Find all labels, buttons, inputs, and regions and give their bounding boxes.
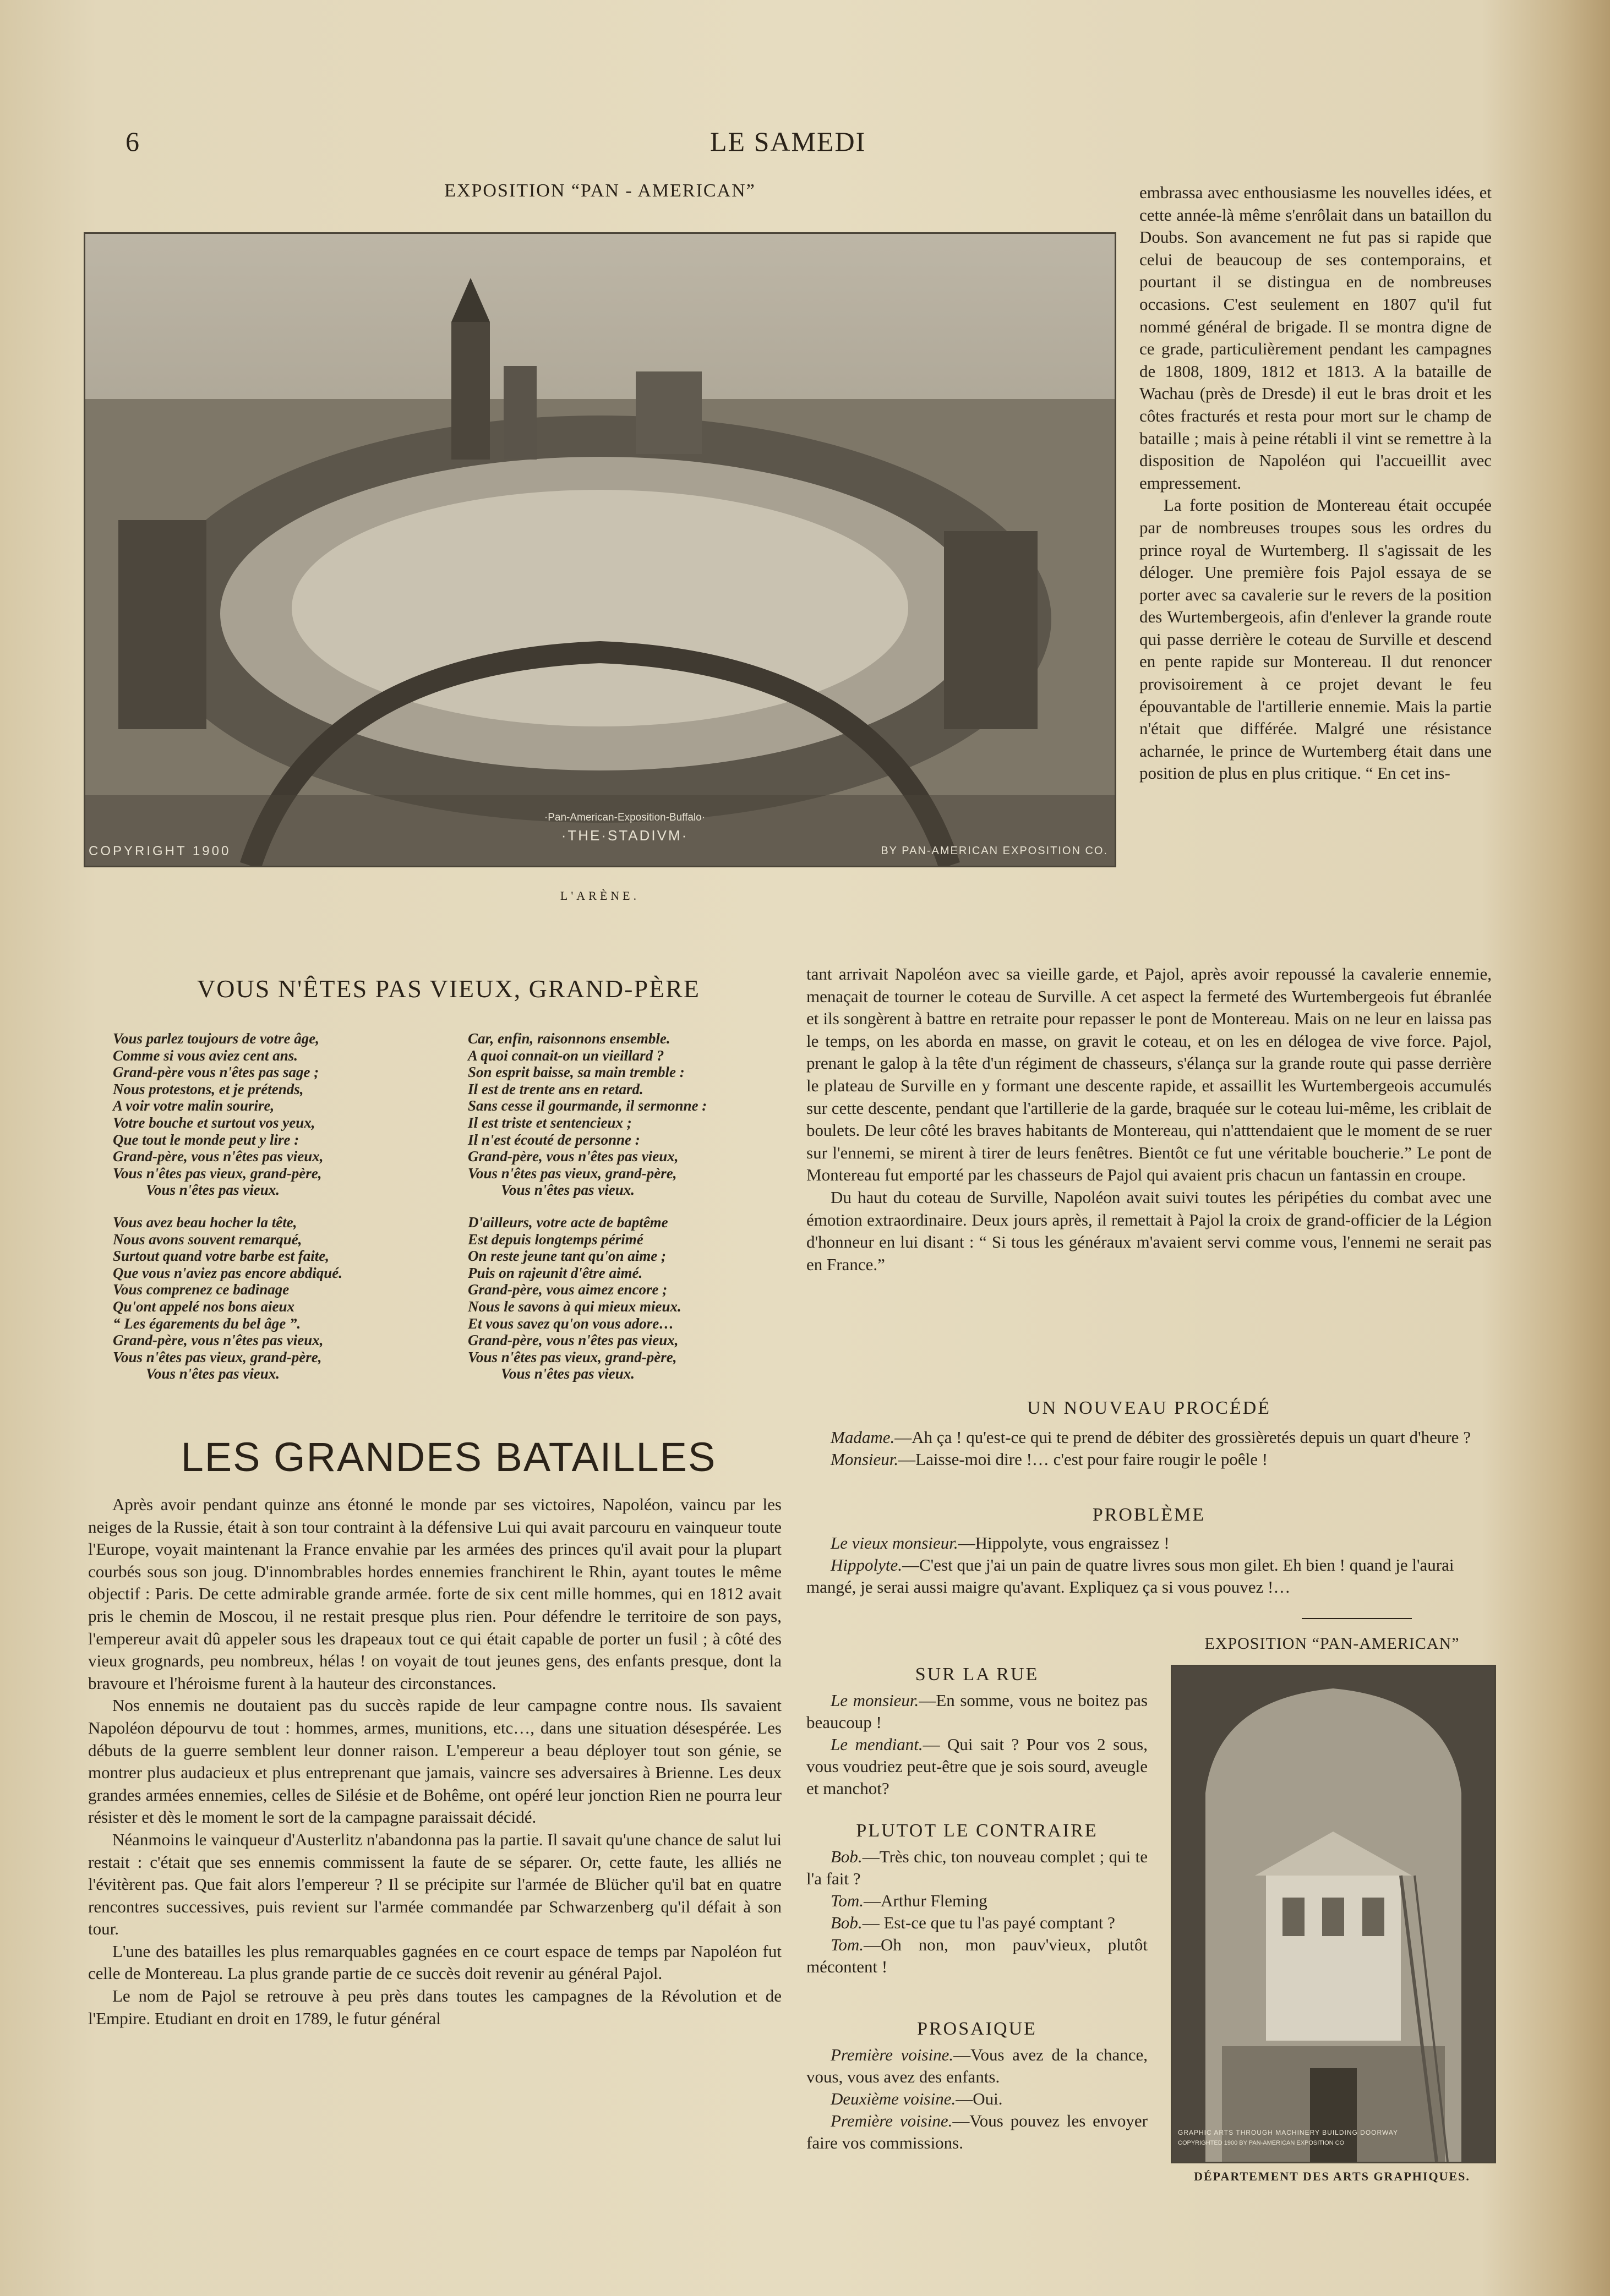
poem-stanza [113, 1214, 454, 1382]
article-paragraph: Néanmoins le vainqueur d'Austerlitz n'abandonna pas la partie. Il savait qu'une chance de salut lui restait : c'était que ses ennemis commissent la faute de se séparer. Or, cette faute, les alliés ne l'évitèrent pas. Que fait alors l'empereur ? Il se précipite sur l'armée de Blücher qu'il bat en quatre rencontres successives, puis revient sur l'armée commandée par Schwarzenberg qu'il défait à son tour. [88, 1829, 782, 1939]
joke-rue: Le monsieur.—En somme, vous ne boitez pas beaucoup ! Le mendiant.— Qui sait ? Pour vos 2 sous, vous voudriez peut-être que je sois sourd, aveugle et manchot? [806, 1691, 1148, 1798]
joke-prosaique: Première voisine.—Vous avez de la chance, vous, vous avez des enfants. Deuxième voisine.—Oui. Première voisine.—Vous pouvez les envoyer faire vos commissions. [806, 2045, 1148, 2152]
article-right-column [1139, 182, 1492, 785]
poem-line: Vous parlez toujours de votre âge, [113, 1030, 320, 1047]
poem-line: Son esprit baisse, sa main tremble : [468, 1064, 685, 1081]
poem-line: Il est triste et sentencieux ; [468, 1114, 632, 1131]
poem-stanza [468, 1030, 809, 1199]
article-paragraph: Du haut du coteau de Surville, Napoléon avait suivi toutes les péripéties du combat avec une émotion extraordinaire. Deux jours après, il remettait à Pajol la croix de grand-officier de la Légion d'honneur en lui disant : “ Si tous les généraux m'avaient servi comme vous, l'ennemi ne serait pas en France.” [806, 1187, 1492, 1274]
poem-column-right [468, 1030, 809, 1398]
poem-line: Grand-père vous n'êtes pas sage ; [113, 1064, 319, 1081]
rule-divider [1302, 1618, 1412, 1619]
joke-title-probleme: PROBLÈME [1092, 1505, 1206, 1525]
stadium-illustration [85, 234, 1115, 866]
joke-probleme: Le vieux monsieur.—Hippolyte, vous engraissez ! [831, 1533, 1170, 1552]
poem-line: Vous n'êtes pas vieux. [501, 1365, 635, 1382]
poem-line: On reste jeune tant qu'on aime ; [468, 1248, 667, 1265]
poem-line: Surtout quand votre barbe est faite, [113, 1248, 330, 1265]
page-number: 6 [125, 126, 140, 157]
joke-probleme-2: Hippolyte.—C'est que j'ai un pain de quatre livres sous mon gilet. Eh bien ! quand je l'aurai mangé, je serai aussi maigre qu'avant. Expliquez ça si vous pouvez !… [806, 1555, 1454, 1597]
poem-line: Puis on rajeunit d'être aimé. [468, 1264, 643, 1281]
poem-column-left [113, 1030, 454, 1398]
poem-line: Comme si vous aviez cent ans. [113, 1047, 298, 1064]
poem-line: A voir votre malin sourire, [113, 1097, 275, 1114]
article-paragraph: Nos ennemis ne doutaient pas du succès rapide de leur campagne contre nous. Ils savaient Napoléon dépourvu de tout : hommes, armes, munitions, etc…, dans une situation désespérée. Les débuts de la guerre semblent leur donner raison. L'empereur a beau déployer tout son génie, se montrer plus audacieux et plus entreprenant que jamais, vaincre ses adversaires à Brienne. Les deux grandes armées ennemies, celles de Silésie et de Bohême, ont opéré leur jonction Rien ne pourra leur résister et dès le moment le sort de la campagne paraissait décidé. [88, 1696, 782, 1827]
poem-line: Sans cesse il gourmande, il sermonne : [468, 1097, 707, 1114]
photo2-copyright: COPYRIGHTED 1900 BY PAN-AMERICAN EXPOSITION CO [1178, 2140, 1345, 2146]
poem-line: Grand-père, vous aimez encore ; [468, 1281, 668, 1298]
poem-line: Vous n'êtes pas vieux, grand-père, [113, 1348, 322, 1365]
right-paragraph: La forte position de Montereau était occupée par de nombreuses troupes sous les ordres du prince royal de Wurtemberg. Il s'agissait de les déloger. Une première fois Pajol essaya de se porter avec sa cavalerie sur le revers de la position des Wurtembergeois, afin d'enlever la grande route qui passe derrière le coteau de Surville et descend en pente rapide sur Montereau. Il dut renoncer provisoirement à ce projet devant le feu épouvantable de l'artillerie ennemie. Mais la partie n'était que différée. Malgré une résistance acharnée, le prince de Wurtemberg était dans une position de plus en plus critique. “ En cet ins- [1139, 495, 1492, 783]
poem-line: Vous n'êtes pas vieux, grand-père, [468, 1348, 677, 1365]
joke-title-procede: UN NOUVEAU PROCÉDÉ [1027, 1398, 1271, 1418]
joke-title-prosaique: PROSAIQUE [917, 2019, 1037, 2039]
figure1-caption: L'ARÈNE. [560, 889, 640, 903]
poem-line: Nous le savons à qui mieux mieux. [468, 1298, 681, 1315]
photo-credit: BY PAN-AMERICAN EXPOSITION CO. [881, 845, 1108, 857]
figure2-caption: DÉPARTEMENT DES ARTS GRAPHIQUES. [1194, 2169, 1470, 2183]
article-left-column [88, 1494, 782, 2030]
article-paragraph: L'une des batailles les plus remarquables gagnées en ce court espace de temps par Napoléon fut celle de Montereau. La plus grande partie de ce succès doit revenir au général Pajol. [88, 1941, 782, 1983]
poem-line: Car, enfin, raisonnons ensemble. [468, 1030, 670, 1047]
poem-line: Vous avez beau hocher la tête, [113, 1213, 297, 1231]
article-wide-section [806, 963, 1492, 1276]
right-paragraph: embrassa avec enthousiasme les nouvelles idées, et cette année-là même s'enrôlait dans un bataillon du Doubs. Son avancement ne fut pas si rapide que celui de beaucoup de ses contemporains, et pourtant il se distingua en de nombreuses occasions. C'est seulement en 1807 qu'il fut nommé général de brigade. Il se montra digne de ce grade, particulièrement pendant les campagnes de 1808, 1809, 1812 et 1813. A la bataille de Wachau (près de Dresde) il eut le bras droit et les côtes fracturés et resta pour mort sur le champ de bataille ; mais à peine rétabli il vint se remettre à la disposition de Napoléon qui l'accueillit avec empressement. [1139, 183, 1492, 493]
poem-line: Que tout le monde peut y lire : [113, 1131, 299, 1148]
joke-procede: Madame.—Ah ça ! qu'est-ce qui te prend de débiter des grossièretés depuis un quart d'heure ? Monsieur.—Laisse-moi dire !… c'est pour faire rougir le poêle ! [831, 1428, 1471, 1469]
joke-contraire: Bob.—Très chic, ton nouveau complet ; qui te l'a fait ? Tom.—Arthur Fleming Bob.— Est-ce que tu l'as payé comptant ? Tom.—Oh non, mon pauv'vieux, plutôt mécontent ! [806, 1847, 1148, 1976]
poem-line: Et vous savez qu'on vous adore… [468, 1315, 674, 1332]
poem-line: Vous n'êtes pas vieux. [146, 1182, 280, 1199]
poem-line: Grand-père, vous n'êtes pas vieux, [113, 1148, 324, 1165]
poem-line: Il est de trente ans en retard. [468, 1080, 643, 1097]
figure2-title: EXPOSITION “PAN-AMERICAN” [1204, 1634, 1460, 1653]
poem-line: Grand-père, vous n'êtes pas vieux, [113, 1332, 324, 1349]
masthead: LE SAMEDI [710, 126, 866, 157]
photo2-plate: GRAPHIC ARTS THROUGH MACHINERY BUILDING DOORWAY [1178, 2129, 1398, 2136]
article-paragraph: Le nom de Pajol se retrouve à peu près dans toutes les campagnes de la Révolution et de l'Empire. Etudiant en droit en 1789, le futur général [88, 1986, 782, 2028]
building-illustration [1172, 1666, 1494, 2162]
article-paragraph: Après avoir pendant quinze ans étonné le monde par ses victoires, Napoléon, vaincu par les neiges de la Russie, était à son tour contraint à la défensive Lui qui avait parcouru en vainqueur toute l'Europe, voyait maintenant la France envahie par les armées des princes qu'il avait pour la plupart courbés sous son joug. D'innombrables hordes ennemies franchirent le Rhin, ayant toutes le même objectif : Paris. De cette admirable grande armée. forte de six cent mille hommes, qui en 1812 avait pris le chemin de Moscou, il ne restait presque plus rien. Pour défendre le territoire de son pays, l'empereur avait dû appeler sous les drapeaux tout ce qui était capable de porter un fusil ; à côté des vieux grognards, peu nombreux, hélas ! on voyait de tout jeunes gens, des enfants presque, dont la bravoure et l'héroisme furent à la hauteur des circonstances. [88, 1495, 782, 1693]
article-paragraph: tant arrivait Napoléon avec sa vieille garde, et Pajol, après avoir repoussé la cavalerie ennemie, menaçait de tourner le coteau de Surville. A cet aspect la fermeté des Wurtembergeois fut ébranlée et ils songèrent à battre en retraite pour repasser le pont de Montereau. Mais on ne leur en laissa pas le temps, on les aborda en masse, on gravit le coteau, et on les en délogea de vive force. Pajol, prenant le galop à la tête d'un régiment de chasseurs, s'élança sur la grande route qui passe derrière le plateau de Surville en y formant une descente rapide, et assaillit les Wurtembergeois accumulés sur cette descente, pendant que l'artillerie de la garde, braquée sur le coteau lui-même, les criblait de boulets. De leur côté les braves habitants de Montereau, qui n'atttendaient que le moment de se ruer sur l'ennemi, se mirent à tirer de leurs fenêtres. Bientôt ce fut une véritable boucherie.” Le pont de Montereau fut emporté par les chasseurs de Pajol qui avaient pris chacun un fantassin en croupe. [806, 964, 1492, 1185]
poem-line: Vous comprenez ce badinage [113, 1281, 290, 1298]
plate-line2: ·THE·STADIVM· [561, 827, 689, 844]
poem-line: Qu'ont appelé nos bons aieux [113, 1298, 295, 1315]
poem-line: Est depuis longtemps périmé [468, 1231, 643, 1248]
plate-line1: ·Pan-American-Exposition-Buffalo· [544, 812, 706, 823]
figure1-title: EXPOSITION “PAN - AMERICAN” [444, 181, 756, 201]
poem-line: A quoi connait-on un vieillard ? [468, 1047, 664, 1064]
photo-copyright: COPYRIGHT 1900 [89, 844, 231, 859]
poem-line: Nous avons souvent remarqué, [113, 1231, 302, 1248]
poem-line: Votre bouche et surtout vos yeux, [113, 1114, 315, 1131]
poem-line: Grand-père, vous n'êtes pas vieux, [468, 1332, 679, 1349]
poem-line: Vous n'êtes pas vieux, grand-père, [113, 1165, 322, 1182]
poem-title: VOUS N'ÊTES PAS VIEUX, GRAND-PÈRE [197, 975, 700, 1003]
poem-line: Grand-père, vous n'êtes pas vieux, [468, 1148, 679, 1165]
stadium-photo [84, 232, 1116, 867]
poem-stanza [113, 1030, 454, 1199]
poem-line: Il n'est écouté de personne : [468, 1131, 640, 1148]
poem-line: Vous n'êtes pas vieux. [146, 1365, 280, 1382]
article-title: LES GRANDES BATAILLES [181, 1434, 717, 1480]
poem-line: “ Les égarements du bel âge ”. [113, 1315, 301, 1332]
joke-title-contraire: PLUTOT LE CONTRAIRE [856, 1821, 1098, 1841]
poem-line: D'ailleurs, votre acte de baptême [468, 1213, 668, 1231]
poem-stanza [468, 1214, 809, 1382]
joke-title-rue: SUR LA RUE [915, 1664, 1039, 1685]
poem-line: Nous protestons, et je prétends, [113, 1080, 304, 1097]
poem-line: Que vous n'aviez pas encore abdiqué. [113, 1264, 342, 1281]
poem-line: Vous n'êtes pas vieux. [501, 1182, 635, 1199]
building-photo [1171, 1665, 1496, 2163]
poem-line: Vous n'êtes pas vieux, grand-père, [468, 1165, 677, 1182]
